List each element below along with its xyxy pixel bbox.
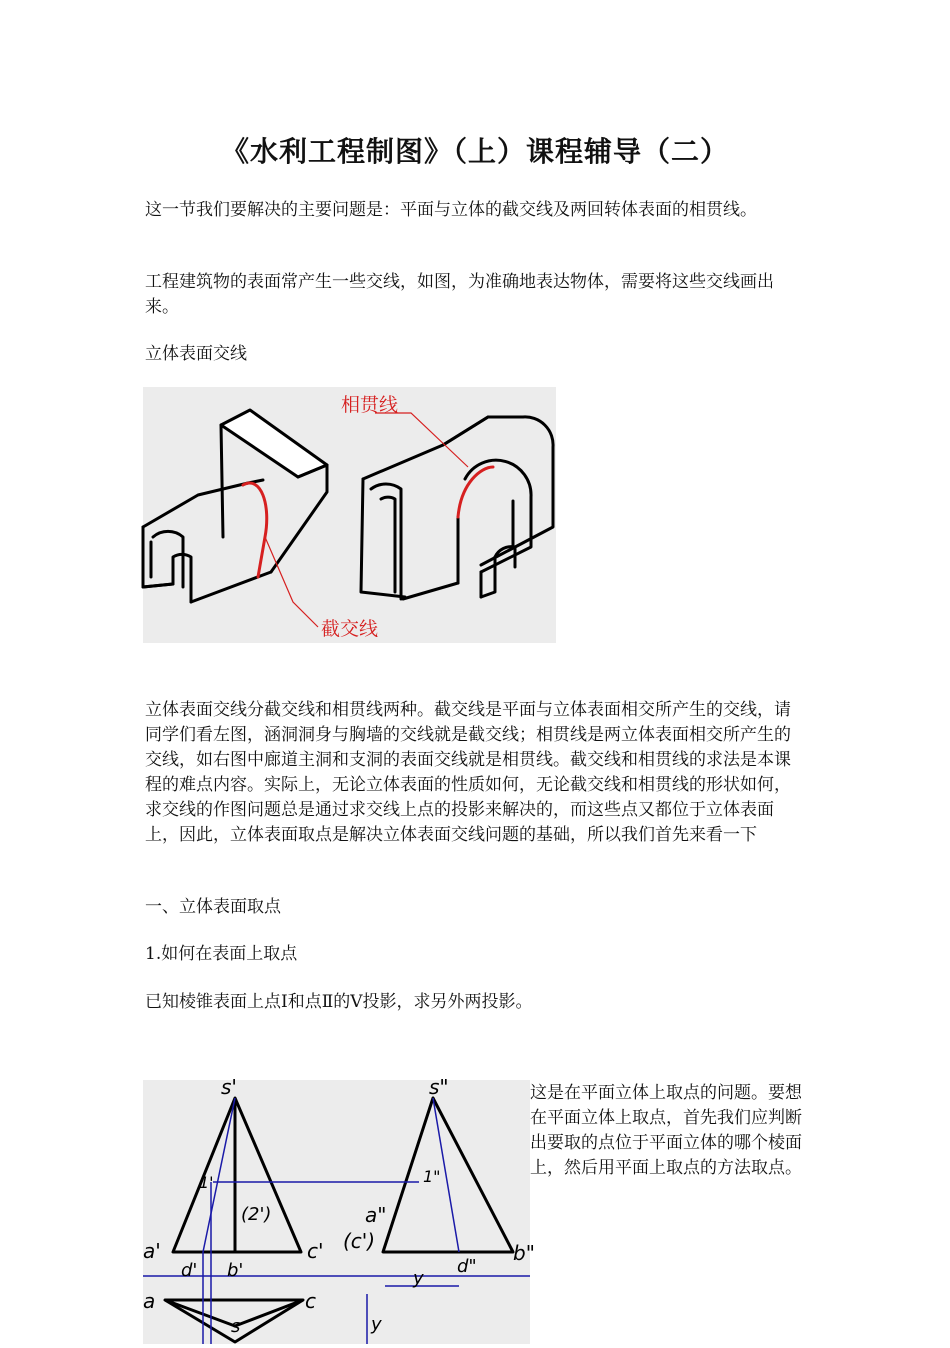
section-label: 立体表面交线	[145, 344, 247, 364]
label-c: c	[305, 1289, 316, 1313]
label-a: a	[143, 1289, 156, 1313]
label-s2: s"	[429, 1075, 449, 1099]
label-jiejiao: 截交线	[321, 618, 379, 640]
label-a2: a"	[365, 1203, 387, 1227]
pyramid-projection-figure	[143, 1075, 535, 1344]
label-s: s	[231, 1316, 241, 1337]
label-a1: a'	[143, 1239, 161, 1263]
label-d1: d'	[181, 1260, 198, 1281]
label-c2: (c')	[343, 1229, 376, 1253]
label-s1: s'	[221, 1075, 237, 1099]
label-p3: 1"	[423, 1167, 441, 1186]
label-d2: d"	[457, 1256, 477, 1277]
intersection-figure	[143, 387, 556, 643]
side-explanation: 这是在平面立体上取点的问题。要想在平面立体上取点，首先我们应判断出要取的点位于平面立体的哪个棱面上，然后用平面上取点的方法取点。	[530, 1083, 802, 1178]
label-y2: y	[371, 1314, 382, 1335]
body-paragraph-4: 已知棱锥表面上点Ⅰ和点Ⅱ的Ⅴ投影，求另外两投影。	[145, 992, 533, 1012]
label-p1: 1'	[199, 1173, 214, 1192]
heading-1: 一、立体表面取点	[145, 897, 281, 917]
label-b2: b"	[513, 1241, 535, 1265]
heading-2: 1.如何在表面上取点	[145, 944, 298, 964]
intro-paragraph: 这一节我们要解决的主要问题是：平面与立体的截交线及两回转体表面的相贯线。	[145, 200, 757, 220]
pyramid-projection-drawing	[143, 1075, 535, 1344]
page-title: 《水利工程制图》（上）课程辅导（二）	[220, 135, 729, 168]
body-paragraph-3: 立体表面交线分截交线和相贯线两种。截交线是平面与立体表面相交所产生的交线，请同学们看左图，涵洞洞身与胸墙的交线就是截交线；相贯线是两立体表面相交所产生的交线，如右图中廊道主洞和支洞的表面交线就是相贯线。截交线和相贯线的求法是本课程的难点内容。实际上，无论立体表面的性质如何，无论截交线和相贯线的形状如何，求交线的作图问题总是通过求交线上点的投影来解决的，而这些点又都位于立体表面上，因此，立体表面取点是解决立体表面交线问题的基础，所以我们首先来看一下	[145, 700, 791, 845]
projection-lines	[143, 1098, 530, 1344]
label-p2: (2')	[241, 1204, 272, 1225]
label-b1: b'	[227, 1260, 244, 1281]
intersection-drawing	[143, 387, 556, 643]
label-c1: c'	[307, 1239, 324, 1263]
label-xiangguan: 相贯线	[341, 394, 399, 416]
body-paragraph-2: 工程建筑物的表面常产生一些交线，如图，为准确地表达物体，需要将这些交线画出来。	[145, 272, 774, 317]
label-y1: y	[413, 1268, 424, 1289]
